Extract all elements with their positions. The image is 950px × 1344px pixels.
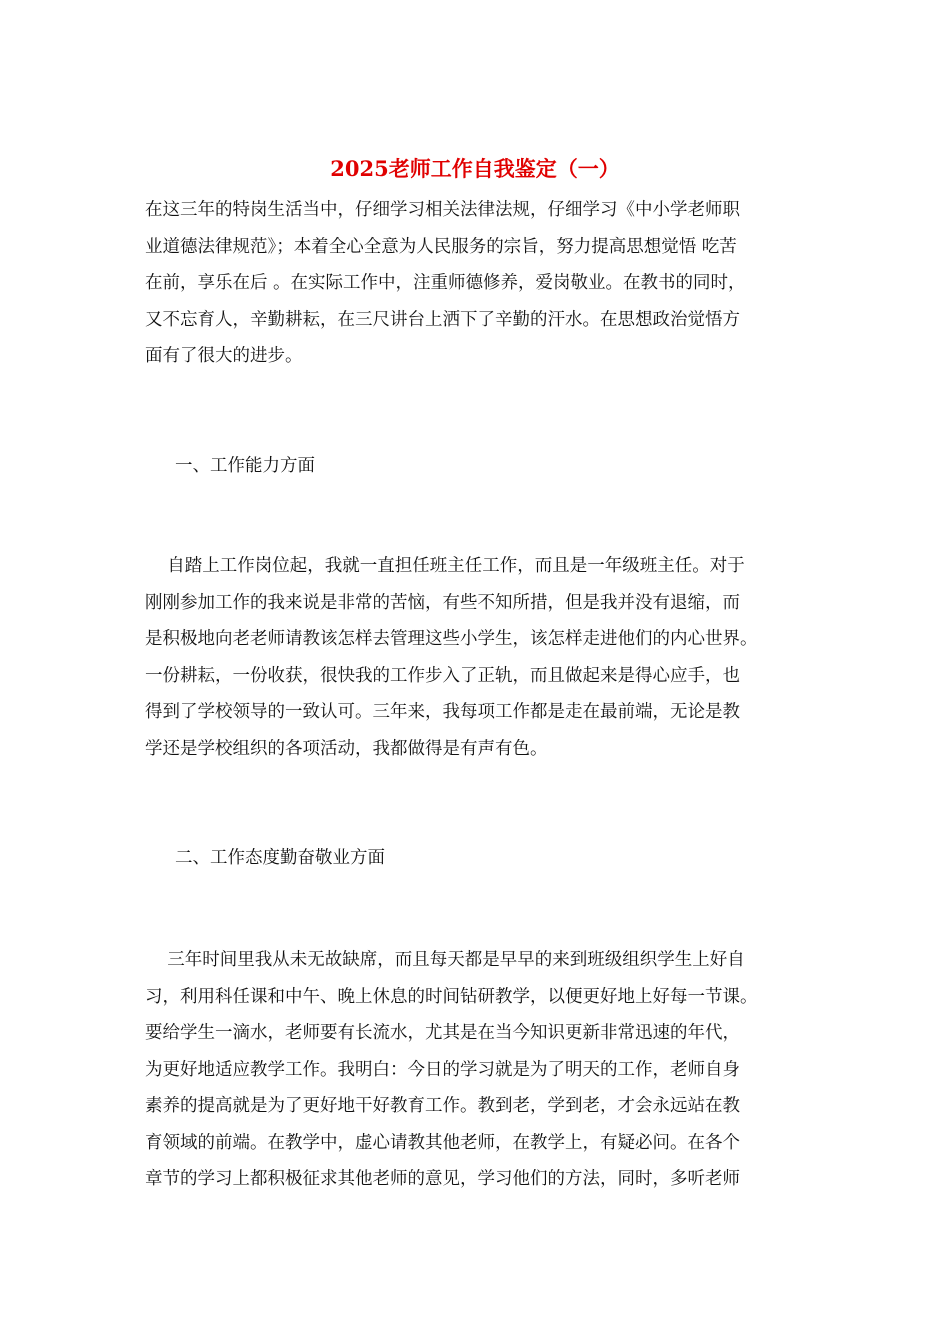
section1-line: 是积极地向老老师请教该怎样去管理这些小学生，该怎样走进他们的内心世界。 bbox=[145, 629, 758, 649]
section2-line: 素养的提高就是为了更好地干好教育工作。教到老，学到老，才会永远站在教 bbox=[145, 1096, 740, 1116]
section2-line: 为更好地适应教学工作。我明白：今日的学习就是为了明天的工作，老师自身 bbox=[145, 1059, 740, 1080]
section2-line: 育领域的前端。在教学中，虚心请教其他老师，在教学上，有疑必问。在各个 bbox=[145, 1132, 740, 1153]
section1-line: 得到了学校领导的一致认可。三年来，我每项工作都是走在最前端，无论是教 bbox=[145, 702, 740, 722]
intro-line: 业道德法律规范》；本着全心全意为人民服务的宗旨，努力提高思想觉悟 吃苦 bbox=[145, 236, 737, 257]
section2-line: 习，利用科任课和中午、晚上休息的时间钻研教学，以便更好地上好每一节课。 bbox=[145, 986, 758, 1007]
section1-line: 学还是学校组织的各项活动，我都做得是有声有色。 bbox=[145, 738, 548, 759]
section1-line: 自踏上工作岗位起，我就一直担任班主任工作，而且是一年级班主任。对于 bbox=[145, 556, 745, 576]
section1-line: 一份耕耘，一份收获，很快我的工作步入了正轨，而且做起来是得心应手，也 bbox=[145, 665, 740, 686]
section1-paragraph bbox=[145, 548, 807, 767]
intro-line: 又不忘育人，辛勤耕耘，在三尺讲台上洒下了辛勤的汗水。在思想政治觉悟方 bbox=[145, 309, 740, 330]
section1-heading: 一、工作能力方面 bbox=[175, 456, 315, 476]
document-title: 2025老师工作自我鉴定（一） bbox=[330, 156, 620, 181]
intro-line: 面有了很大的进步。 bbox=[145, 346, 303, 366]
section2-heading: 二、工作态度勤奋敬业方面 bbox=[175, 848, 385, 868]
section2-line: 章节的学习上都积极征求其他老师的意见，学习他们的方法，同时，多听老师 bbox=[145, 1169, 740, 1189]
intro-line: 在前，享乐在后 。在实际工作中，注重师德修养，爱岗敬业。在教书的同时， bbox=[145, 273, 746, 293]
section2-line: 要给学生一滴水，老师要有长流水，尤其是在当今知识更新非常迅速的年代， bbox=[145, 1023, 740, 1043]
section2-paragraph bbox=[145, 942, 807, 1198]
intro-paragraph bbox=[145, 192, 807, 375]
intro-line: 在这三年的特岗生活当中，仔细学习相关法律法规，仔细学习《中小学老师职 bbox=[145, 200, 740, 220]
section1-line: 刚刚参加工作的我来说是非常的苦恼，有些不知所措，但是我并没有退缩，而 bbox=[145, 592, 740, 613]
section2-line: 三年时间里我从未无故缺席，而且每天都是早早的来到班级组织学生上好自 bbox=[145, 950, 745, 970]
